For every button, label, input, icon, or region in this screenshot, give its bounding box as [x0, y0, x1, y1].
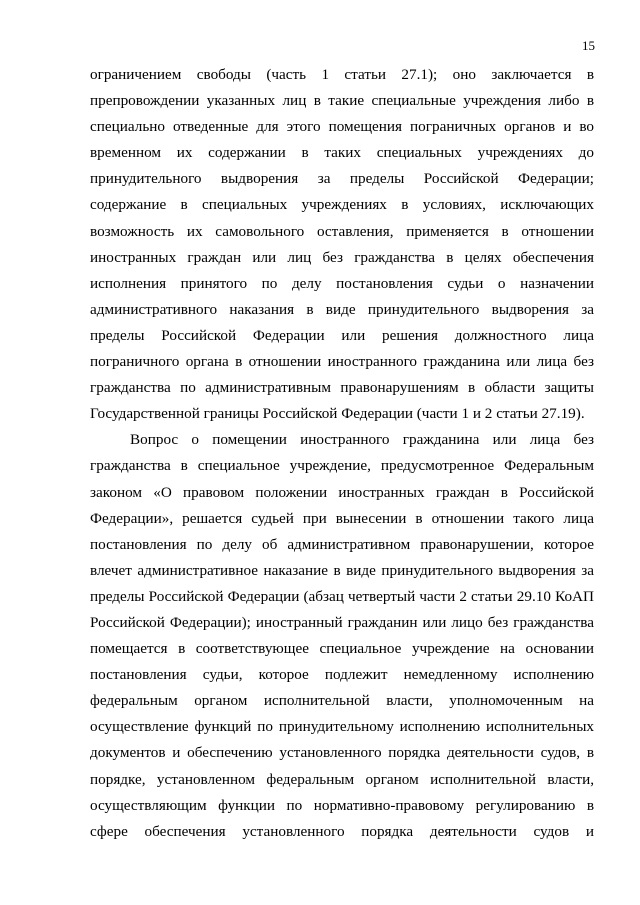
text-line: пределы Российской Федерации (абзац четвертый части 2 статьи 29.10 КоАП — [90, 587, 594, 605]
text-line: Государственной границы Российской Федерации (части 1 и 2 статьи 27.19). — [90, 405, 585, 423]
text-line: документов и обеспечению установленного порядка деятельности судов, в — [90, 744, 594, 762]
text-line: возможность их самовольного оставления, применяется в отношении — [90, 222, 594, 240]
text-line: пределы Российской Федерации или решения должностного лица — [90, 326, 594, 344]
text-line: временном их содержании в таких специальных учреждениях до — [90, 144, 594, 162]
text-line: Российской Федерации); иностранный гражданин или лицо без гражданства — [90, 613, 594, 631]
text-line: законом «О правовом положении иностранных граждан в Российской — [90, 483, 594, 501]
text-line: постановления судьи, которое подлежит немедленному исполнению — [90, 666, 594, 684]
text-line: специально отведенные для этого помещения пограничных органов и во — [90, 118, 594, 136]
text-line: осуществляющим функции по нормативно-правовому регулированию в — [90, 796, 594, 814]
text-line: иностранных граждан или лиц без гражданства в целях обеспечения — [90, 248, 594, 266]
text-line: пограничного органа в отношении иностранного гражданина или лица без — [90, 353, 594, 371]
paragraph-2 — [90, 427, 594, 845]
text-line: гражданства в специальное учреждение, предусмотренное Федеральным — [90, 457, 594, 475]
text-line: содержание в специальных учреждениях в условиях, исключающих — [90, 196, 594, 214]
text-line: влечет административное наказание в виде принудительного выдворения за — [90, 561, 594, 579]
text-line: осуществление функций по принудительному исполнению исполнительных — [90, 718, 594, 736]
paragraph-1 — [90, 62, 594, 427]
text-line: исполнения принятого по делу постановления судьи о назначении — [90, 274, 594, 292]
text-line: Федерации», решается судьей при вынесении в отношении такого лица — [90, 509, 594, 527]
page-number: 15 — [582, 38, 595, 53]
text-line: административного наказания в виде принудительного выдворения за — [90, 300, 594, 318]
body-text — [90, 62, 594, 845]
text-line: федеральным органом исполнительной власти, уполномоченным на — [90, 692, 594, 710]
text-line: препровождении указанных лиц в такие специальные учреждения либо в — [90, 92, 594, 110]
text-line: принудительного выдворения за пределы Российской Федерации; — [90, 170, 594, 188]
text-line: помещается в соответствующее специальное учреждение на основании — [90, 640, 594, 658]
text-line: сфере обеспечения установленного порядка деятельности судов и — [90, 822, 594, 840]
text-line: постановления по делу об административном правонарушении, которое — [90, 535, 594, 553]
text-line: ограничением свободы (часть 1 статьи 27.1); оно заключается в — [90, 66, 594, 83]
text-line: Вопрос о помещении иностранного гражданина или лица без — [130, 431, 594, 449]
text-line: гражданства по административным правонарушениям в области защиты — [90, 379, 594, 397]
text-line: порядке, установленном федеральным органом исполнительной власти, — [90, 770, 594, 788]
